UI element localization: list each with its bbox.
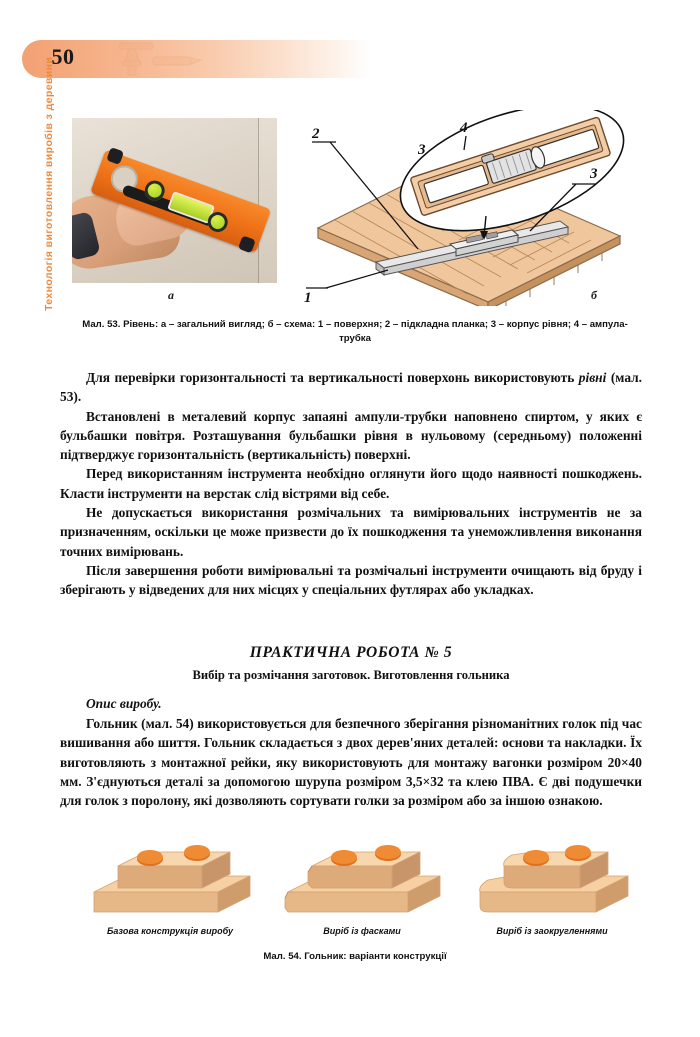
paragraph-3: Перед використанням інструмента необхідно оглянути його щодо наявності пошкоджень. Класти інструменти на верстак слід вістрями від себе. — [60, 466, 642, 501]
tool-watermark-icon — [95, 41, 205, 77]
paragraph-1: Для перевірки горизонтальності та вертикальності поверхонь використовують рівні (мал. 53). — [60, 370, 642, 405]
variant-caption: Виріб із заокругленнями — [496, 926, 608, 936]
emphasised-term: рівні — [578, 370, 607, 385]
page-number: 50 — [51, 44, 75, 69]
figure-53-label-b: б — [591, 288, 597, 302]
wall-seam — [258, 118, 259, 283]
paragraph-2: Встановлені в металевий корпус запаяні ампули-трубки наповнено спиртом, у яких є бульбашки повітря. Розташування бульбашки рівня в нульовому (середньому) положенні підтверджує горизонтальність (вертикальність) поверхні. — [60, 408, 642, 463]
level-on-boards-drawing — [290, 110, 638, 306]
callout-1: 1 — [304, 290, 312, 306]
pincushion-square-drawing — [80, 842, 260, 926]
chapter-side-title: Технологія виготовлення виробів з деревини — [43, 56, 55, 311]
description-paragraph: Гольник (мал. 54) використовується для безпечного зберігання різноманітних голок під час вишивання або шиття. Гольник складається з двох дерев'яних деталей: основи та накладки. Їх виготовляють з монтажної рейки, яку використовують для монтажу вагонки розміром 20×40 мм. З'єднуються деталі за допомогою шурупа розміром 3,5×32 та клею ПВА. Є дві подушечки для голок з поролону, які дозволяють сортувати голки за розміром або за іншою ознакою. — [60, 716, 642, 809]
variant-with-roundings — [462, 842, 642, 946]
callout-3-outer: 3 — [590, 166, 598, 182]
variant-caption: Базова конструкція виробу — [107, 926, 233, 936]
practical-work-subtitle: Вибір та розмічання заготовок. Виготовлення гольника — [192, 668, 510, 682]
paragraph-4: Не допускається використання розмічальних та вимірювальних інструментів не за призначенням, оскільки це може призвести до їх пошкодження та унеможливлення виконання точних вимірювань. — [60, 505, 642, 559]
figure-53-diagram — [290, 110, 638, 306]
figure-53 — [72, 110, 638, 310]
variant-base-construction — [80, 842, 260, 946]
body-text-block — [60, 368, 642, 600]
pincushion-rounded-drawing — [462, 842, 642, 926]
practical-work-title: ПРАКТИЧНА РОБОТА № 5 — [249, 644, 453, 661]
figure-53-photo — [72, 118, 277, 283]
figure-54-caption: Мал. 54. Гольник: варіанти конструкції — [263, 951, 447, 962]
level-end-cap — [238, 235, 256, 253]
description-block — [60, 714, 642, 810]
level-end-cap — [106, 147, 124, 165]
callout-3-inner: 3 — [418, 142, 426, 158]
figure-54 — [72, 842, 638, 946]
figure-53-caption: Мал. 53. Рівень: а – загальний вигляд; б – схема: 1 – поверхня; 2 – підкладна планка; 3 – корпус рівня; 4 – ампула-трубка — [82, 319, 628, 344]
variant-with-chamfers — [272, 842, 452, 946]
level-photograph — [72, 118, 277, 283]
pincushion-chamfered-drawing — [272, 842, 452, 926]
paragraph-5: Після завершення роботи вимірювальні та розмічальні інструменти очищають від бруду і зберігають у відведених для них місцях у спеціальних футлярах або укладках. — [60, 562, 642, 598]
figure-53-label-a: а — [168, 288, 174, 302]
callout-2: 2 — [312, 126, 320, 142]
variant-caption: Виріб із фасками — [323, 926, 401, 936]
callout-4: 4 — [460, 120, 468, 136]
wall-patch — [259, 118, 277, 283]
description-heading: Опис виробу. — [86, 696, 162, 711]
